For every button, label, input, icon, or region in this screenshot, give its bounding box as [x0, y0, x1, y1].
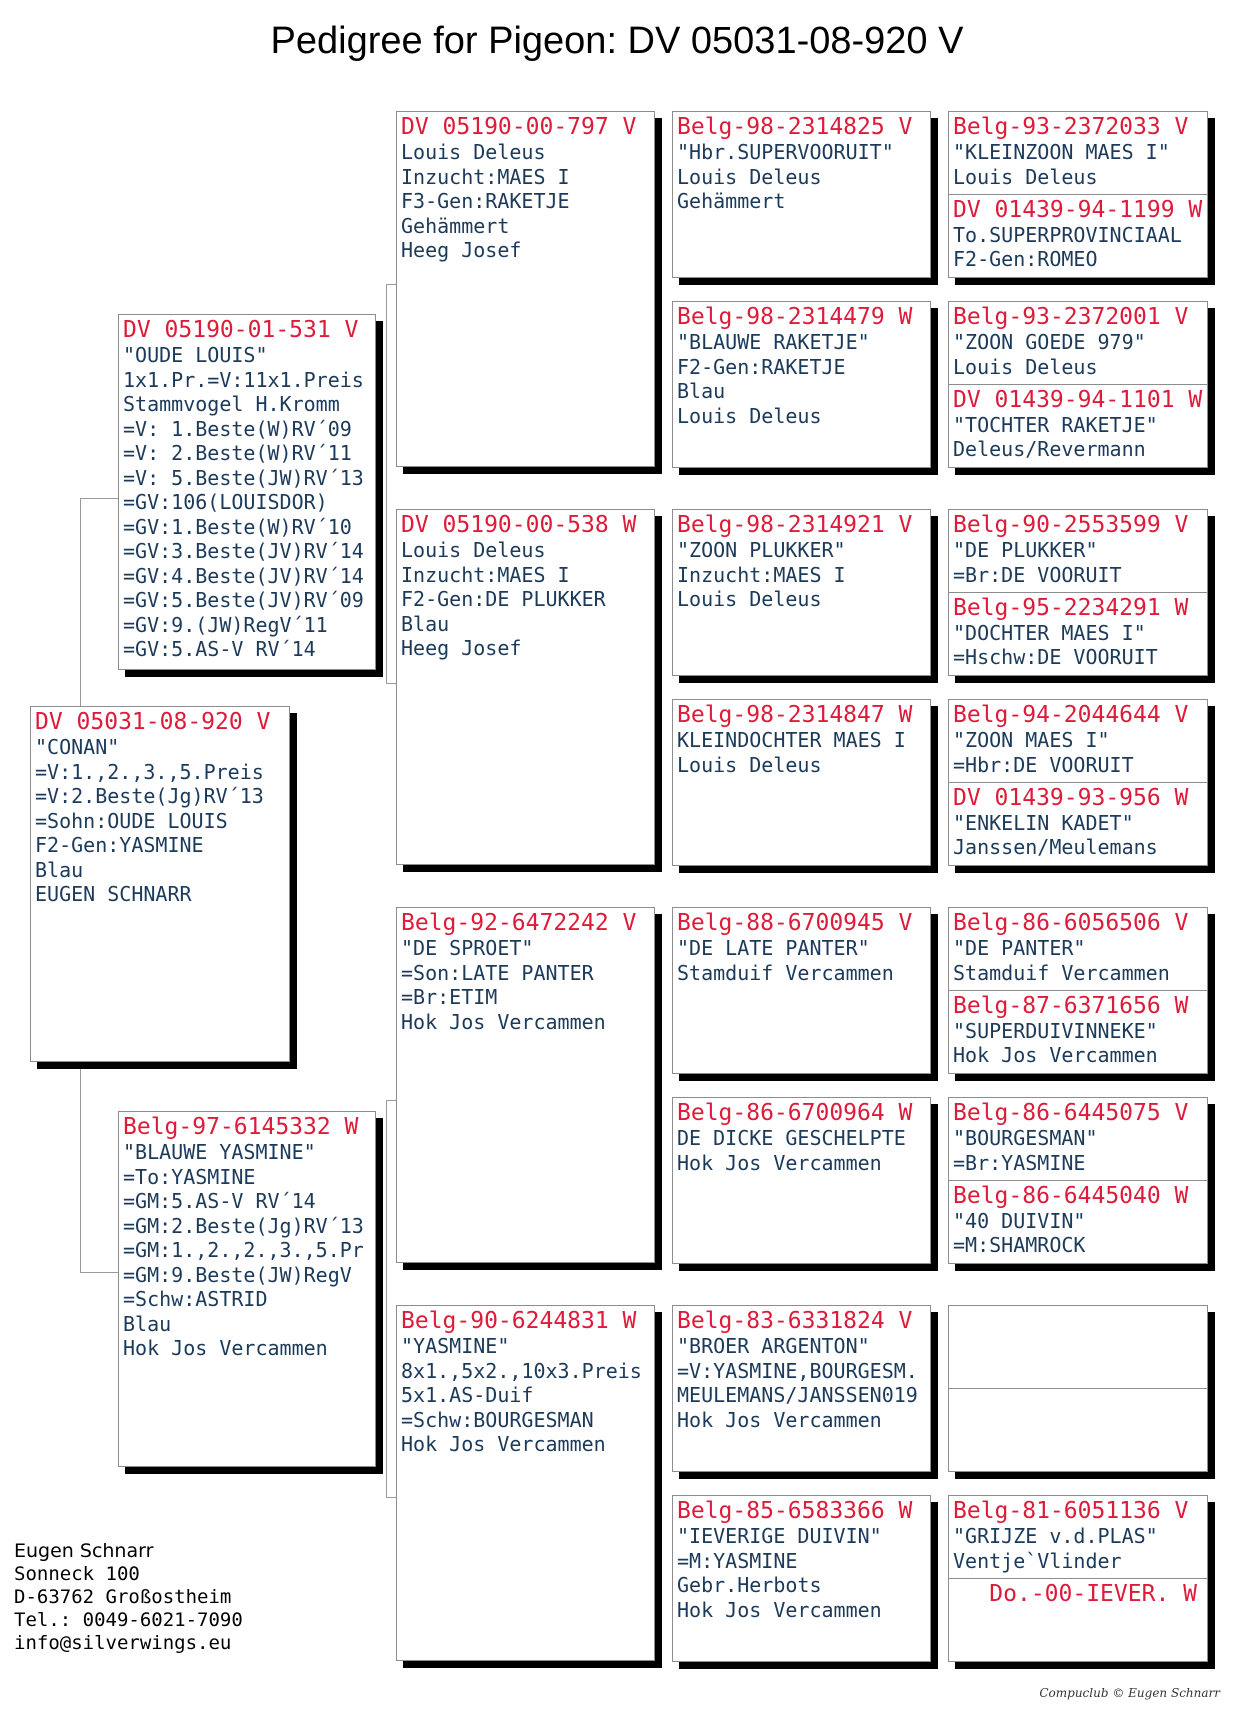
pigeon-pair-card: [948, 111, 1208, 278]
pigeon-detail-line: Louis Deleus: [401, 140, 546, 164]
pigeon-detail-line: =Schw:ASTRID: [123, 1287, 268, 1311]
pigeon-detail-line: Hok Jos Vercammen: [677, 1407, 882, 1432]
ring-number: Belg-87-6371656 W: [953, 992, 1189, 1019]
ring-number: Belg-86-6056506 V: [953, 910, 1189, 936]
pigeon-detail-line: =GM:1.,2.,2.,3.,5.Pr: [123, 1238, 364, 1262]
pigeon-detail-line: =GM:9.Beste(JW)RegV: [123, 1262, 352, 1287]
pigeon-detail-line: "ZOON PLUKKER": [677, 538, 846, 562]
pigeon-detail-line: =V: 2.Beste(W)RV´11: [123, 441, 352, 465]
pigeon-detail-line: Janssen/Meulemans: [953, 835, 1158, 859]
pigeon-detail-line: =GM:2.Beste(Jg)RV´13: [123, 1213, 364, 1238]
pigeon-details: [953, 936, 1203, 985]
pigeon-detail-line: =V:1.,2.,3.,5.Preis: [35, 759, 264, 784]
pigeon-detail-line: Heeg Josef: [401, 636, 522, 660]
pigeon-card-dam: [118, 1111, 376, 1467]
pigeon-detail-line: =To:YASMINE: [123, 1164, 256, 1189]
pigeon-detail-line: Blau: [123, 1311, 172, 1336]
pigeon-details: [953, 1019, 1203, 1068]
pigeon-detail-line: Inzucht:MAES I: [401, 164, 570, 189]
pigeon-detail-line: =GV:106(LOUISDOR): [123, 490, 328, 514]
pigeon-card-sire-dam-dam: [672, 699, 931, 866]
pigeon-pair-card: [948, 1305, 1208, 1472]
pigeon-detail-line: F2-Gen:DE PLUKKER: [401, 587, 606, 611]
pigeon-details: [677, 1524, 926, 1622]
pigeon-entry: [949, 991, 1207, 1074]
pigeon-entry: [949, 1306, 1207, 1389]
pigeon-details: [953, 1126, 1203, 1175]
breeder-name: Eugen Schnarr: [14, 1540, 154, 1562]
pigeon-detail-line: =GV:5.Beste(JV)RV´09: [123, 588, 364, 612]
pigeon-detail-line: F2-Gen:RAKETJE: [677, 354, 846, 379]
pigeon-details: [953, 223, 1203, 272]
pigeon-detail-line: Blau: [401, 611, 450, 636]
ring-number: Belg-98-2314847 W: [677, 702, 913, 728]
pigeon-detail-line: Blau: [35, 857, 84, 882]
pigeon-entry: [949, 593, 1207, 676]
pigeon-card-dam-sire-dam: [672, 1097, 931, 1264]
pigeon-card-sire-dam-sire: [672, 509, 931, 676]
pigeon-detail-line: =V:2.Beste(Jg)RV´13: [35, 784, 264, 808]
pigeon-details: [401, 538, 650, 661]
pigeon-details: [953, 330, 1203, 379]
ring-number: Belg-92-6472242 V: [401, 910, 637, 936]
ring-number: Belg-98-2314479 W: [677, 304, 913, 330]
pigeon-detail-line: "CONAN": [35, 735, 120, 759]
pigeon-details: [953, 621, 1203, 670]
pigeon-detail-line: Ventje`Vlinder: [953, 1548, 1122, 1573]
pigeon-pair-card: [948, 699, 1208, 866]
pigeon-details: [401, 1334, 650, 1457]
pigeon-detail-line: Louis Deleus: [677, 752, 822, 777]
pigeon-details: [953, 140, 1203, 189]
pigeon-detail-line: "ZOON GOEDE 979": [953, 330, 1146, 354]
pigeon-detail-line: MEULEMANS/JANSSEN019: [677, 1383, 918, 1407]
pigeon-detail-line: "ENKELIN KADET": [953, 810, 1134, 835]
ring-number: DV 05031-08-920 V: [35, 709, 271, 735]
pigeon-details: [953, 413, 1203, 462]
pigeon-detail-line: "GRIJZE v.d.PLAS": [953, 1524, 1158, 1548]
pigeon-detail-line: Inzucht:MAES I: [677, 562, 846, 587]
pigeon-detail-line: Louis Deleus: [953, 354, 1098, 379]
pigeon-detail-line: "OUDE LOUIS": [123, 343, 268, 367]
pigeon-card-dam-dam: [396, 1305, 655, 1661]
pigeon-card-sire-sire-dam: [672, 301, 931, 468]
pigeon-card-sire-dam: [396, 509, 655, 865]
pigeon-entry: [949, 1098, 1207, 1181]
pigeon-details: [401, 140, 650, 263]
pigeon-entry: [949, 783, 1207, 866]
pigeon-detail-line: Heeg Josef: [401, 238, 522, 262]
pigeon-detail-line: =GV:4.Beste(JV)RV´14: [123, 563, 364, 588]
pigeon-details: [953, 728, 1203, 777]
pigeon-card-dam-dam-sire: [672, 1305, 931, 1472]
breeder-phone: Tel.: 0049-6021-7090: [14, 1609, 243, 1631]
pigeon-detail-line: DE DICKE GESCHELPTE: [677, 1126, 906, 1150]
pigeon-details: [677, 1334, 926, 1432]
pigeon-card-dam-sire: [396, 907, 655, 1263]
pigeon-detail-line: "TOCHTER RAKETJE": [953, 412, 1158, 437]
pigeon-detail-line: =V: 1.Beste(W)RV´09: [123, 416, 352, 441]
pigeon-detail-line: =V: 5.Beste(JW)RV´13: [123, 465, 364, 490]
ring-number: DV 05190-00-538 W: [401, 512, 637, 538]
ring-number: Belg-97-6145332 W: [123, 1114, 359, 1140]
pigeon-entry: [949, 195, 1207, 278]
pigeon-pair-card: [948, 509, 1208, 676]
pigeon-detail-line: =Hschw:DE VOORUIT: [953, 645, 1158, 669]
pigeon-detail-line: Gebr.Herbots: [677, 1573, 822, 1597]
pigeon-detail-line: Hok Jos Vercammen: [401, 1432, 606, 1456]
pigeon-card-sire-sire-sire: [672, 111, 931, 278]
breeder-email[interactable]: info@silverwings.eu: [14, 1632, 232, 1654]
pigeon-detail-line: =M:SHAMROCK: [953, 1233, 1086, 1257]
pigeon-details: [123, 1140, 371, 1361]
pigeon-pair-card: [948, 907, 1208, 1074]
pigeon-detail-line: Gehämmert: [677, 189, 786, 213]
breeder-street: Sonneck 100: [14, 1563, 140, 1585]
pigeon-entry: [949, 1579, 1207, 1662]
pigeon-card-dam-sire-sire: [672, 907, 931, 1074]
pigeon-details: [677, 538, 926, 612]
pigeon-entry: [949, 1496, 1207, 1579]
ring-number: Belg-88-6700945 V: [677, 910, 913, 936]
pigeon-detail-line: =M:YASMINE: [677, 1548, 798, 1573]
pigeon-detail-line: 5x1.AS-Duif: [401, 1383, 534, 1407]
pigeon-detail-line: Deleus/Revermann: [953, 437, 1146, 461]
pigeon-detail-line: "SUPERDUIVINNEKE": [953, 1018, 1158, 1043]
pigeon-detail-line: "BOURGESMAN": [953, 1126, 1098, 1150]
breeder-address: [14, 1540, 243, 1655]
ring-number: Belg-94-2044644 V: [953, 702, 1189, 728]
pigeon-detail-line: "BLAUWE YASMINE": [123, 1140, 316, 1164]
pigeon-detail-line: =Sohn:OUDE LOUIS: [35, 808, 228, 833]
pigeon-detail-line: "Hbr.SUPERVOORUIT": [677, 140, 894, 164]
pigeon-detail-line: Stamduif Vercammen: [953, 960, 1170, 985]
pigeon-detail-line: =GV:9.(JW)RegV´11: [123, 612, 328, 637]
pigeon-details: [677, 1126, 926, 1175]
pigeon-details: [401, 936, 650, 1034]
ring-number: Belg-98-2314921 V: [677, 512, 913, 538]
pigeon-card-subject: [30, 706, 290, 1062]
pigeon-detail-line: "KLEINZOON MAES I": [953, 140, 1170, 164]
pigeon-detail-line: =GV:5.AS-V RV´14: [123, 637, 316, 661]
pigeon-detail-line: Blau: [677, 379, 726, 403]
pigeon-card-dam-dam-dam: [672, 1495, 931, 1662]
pigeon-detail-line: "IEVERIGE DUIVIN": [677, 1524, 882, 1548]
pigeon-detail-line: "ZOON MAES I": [953, 728, 1110, 752]
pigeon-detail-line: "DE SPROET": [401, 936, 534, 960]
pigeon-detail-line: 1x1.Pr.=V:11x1.Preis: [123, 367, 364, 392]
ring-number: Belg-81-6051136 V: [953, 1498, 1189, 1524]
ring-number: Belg-90-6244831 W: [401, 1308, 637, 1334]
pigeon-detail-line: =Br:DE VOORUIT: [953, 562, 1122, 587]
pigeon-detail-line: "DOCHTER MAES I": [953, 620, 1146, 645]
pigeon-detail-line: Hok Jos Vercammen: [677, 1150, 882, 1175]
pigeon-card-sire-sire: [396, 111, 655, 467]
pigeon-card-sire: [118, 314, 376, 670]
pigeon-detail-line: =Schw:BOURGESMAN: [401, 1407, 594, 1432]
pigeon-detail-line: "DE PLUKKER": [953, 538, 1098, 562]
pigeon-detail-line: 8x1.,5x2.,10x3.Preis: [401, 1358, 642, 1383]
pigeon-details: [677, 140, 926, 214]
pigeon-details: [953, 1524, 1203, 1573]
pigeon-details: [953, 1209, 1203, 1258]
ring-number: Belg-93-2372001 V: [953, 304, 1189, 330]
pigeon-details: [677, 728, 926, 777]
pigeon-pair-card: [948, 1495, 1208, 1662]
pigeon-detail-line: Stamduif Vercammen: [677, 960, 894, 985]
pigeon-details: [35, 735, 285, 907]
pigeon-detail-line: Hok Jos Vercammen: [123, 1336, 328, 1360]
pigeon-detail-line: Hok Jos Vercammen: [677, 1597, 882, 1622]
pigeon-detail-line: Stammvogel H.Kromm: [123, 392, 340, 416]
breeder-city: D-63762 Großostheim: [14, 1586, 232, 1608]
ring-number: Belg-86-6445040 W: [953, 1182, 1189, 1209]
pigeon-detail-line: Louis Deleus: [677, 403, 822, 428]
page-title: Pedigree for Pigeon: DV 05031-08-920 V: [270, 20, 964, 62]
pigeon-detail-line: =Br:YASMINE: [953, 1150, 1086, 1175]
pigeon-detail-line: EUGEN SCHNARR: [35, 882, 192, 906]
pigeon-detail-line: "40 DUIVIN": [953, 1208, 1086, 1233]
pigeon-detail-line: =GM:5.AS-V RV´14: [123, 1189, 316, 1213]
connector: [80, 1062, 119, 1273]
pigeon-detail-line: =GV:1.Beste(W)RV´10: [123, 514, 352, 539]
pigeon-pair-card: [948, 301, 1208, 468]
ring-number: DV 01439-94-1199 W: [953, 196, 1203, 223]
pigeon-entry: [949, 385, 1207, 468]
ring-number: DV 01439-94-1101 W: [953, 386, 1203, 413]
ring-number: Belg-83-6331824 V: [677, 1308, 913, 1334]
pigeon-detail-line: F2-Gen:ROMEO: [953, 247, 1098, 271]
pigeon-pair-card: [948, 1097, 1208, 1264]
pigeon-detail-line: Hok Jos Vercammen: [953, 1043, 1158, 1067]
pigeon-detail-line: =V:YASMINE,BOURGESM.: [677, 1358, 918, 1383]
pigeon-details: [953, 538, 1203, 587]
pigeon-detail-line: Gehämmert: [401, 213, 510, 238]
pigeon-entry: [949, 302, 1207, 385]
pigeon-entry: [949, 908, 1207, 991]
pigeon-detail-line: Louis Deleus: [677, 587, 822, 611]
pigeon-detail-line: "DE PANTER": [953, 936, 1086, 960]
pigeon-entry: [949, 510, 1207, 593]
ring-number: Belg-86-6445075 V: [953, 1100, 1189, 1126]
ring-number: Do.-00-IEVER. W: [989, 1580, 1197, 1607]
connector: [80, 498, 119, 711]
pigeon-detail-line: "YASMINE": [401, 1334, 510, 1358]
pigeon-details: [123, 343, 371, 662]
ring-number: Belg-98-2314825 V: [677, 114, 913, 140]
pigeon-detail-line: KLEINDOCHTER MAES I: [677, 728, 906, 752]
pigeon-detail-line: Louis Deleus: [401, 538, 546, 562]
ring-number: Belg-86-6700964 W: [677, 1100, 913, 1126]
ring-number: DV 01439-93-956 W: [953, 784, 1189, 811]
pigeon-detail-line: =GV:3.Beste(JV)RV´14: [123, 539, 364, 563]
pigeon-detail-line: F2-Gen:YASMINE: [35, 833, 204, 857]
pigeon-details: [677, 330, 926, 428]
pigeon-detail-line: "DE LATE PANTER": [677, 936, 870, 960]
pigeon-details: [677, 936, 926, 985]
pigeon-entry: [949, 112, 1207, 195]
pigeon-detail-line: =Son:LATE PANTER: [401, 960, 594, 985]
ring-number: Belg-85-6583366 W: [677, 1498, 913, 1524]
pigeon-entry: [949, 1181, 1207, 1264]
ring-number: DV 05190-01-531 V: [123, 317, 359, 343]
ring-number: Belg-95-2234291 W: [953, 594, 1189, 621]
pigeon-detail-line: F3-Gen:RAKETJE: [401, 189, 570, 213]
ring-number: Belg-90-2553599 V: [953, 512, 1189, 538]
pigeon-entry: [949, 1389, 1207, 1472]
pigeon-detail-line: "BLAUWE RAKETJE": [677, 330, 870, 354]
pigeon-detail-line: Hok Jos Vercammen: [401, 1009, 606, 1034]
ring-number: DV 05190-00-797 V: [401, 114, 637, 140]
ring-number: Belg-93-2372033 V: [953, 114, 1189, 140]
pigeon-entry: [949, 700, 1207, 783]
pigeon-detail-line: =Br:ETIM: [401, 985, 498, 1009]
pigeon-detail-line: "BROER ARGENTON": [677, 1334, 870, 1358]
pigeon-detail-line: Louis Deleus: [953, 164, 1098, 189]
pigeon-detail-line: To.SUPERPROVINCIAAL: [953, 222, 1182, 247]
pigeon-detail-line: =Hbr:DE VOORUIT: [953, 752, 1134, 777]
pigeon-detail-line: Louis Deleus: [677, 164, 822, 189]
pigeon-details: [953, 811, 1203, 860]
pigeon-detail-line: Inzucht:MAES I: [401, 562, 570, 587]
software-credit: Compuclub © Eugen Schnarr: [1039, 1686, 1220, 1700]
